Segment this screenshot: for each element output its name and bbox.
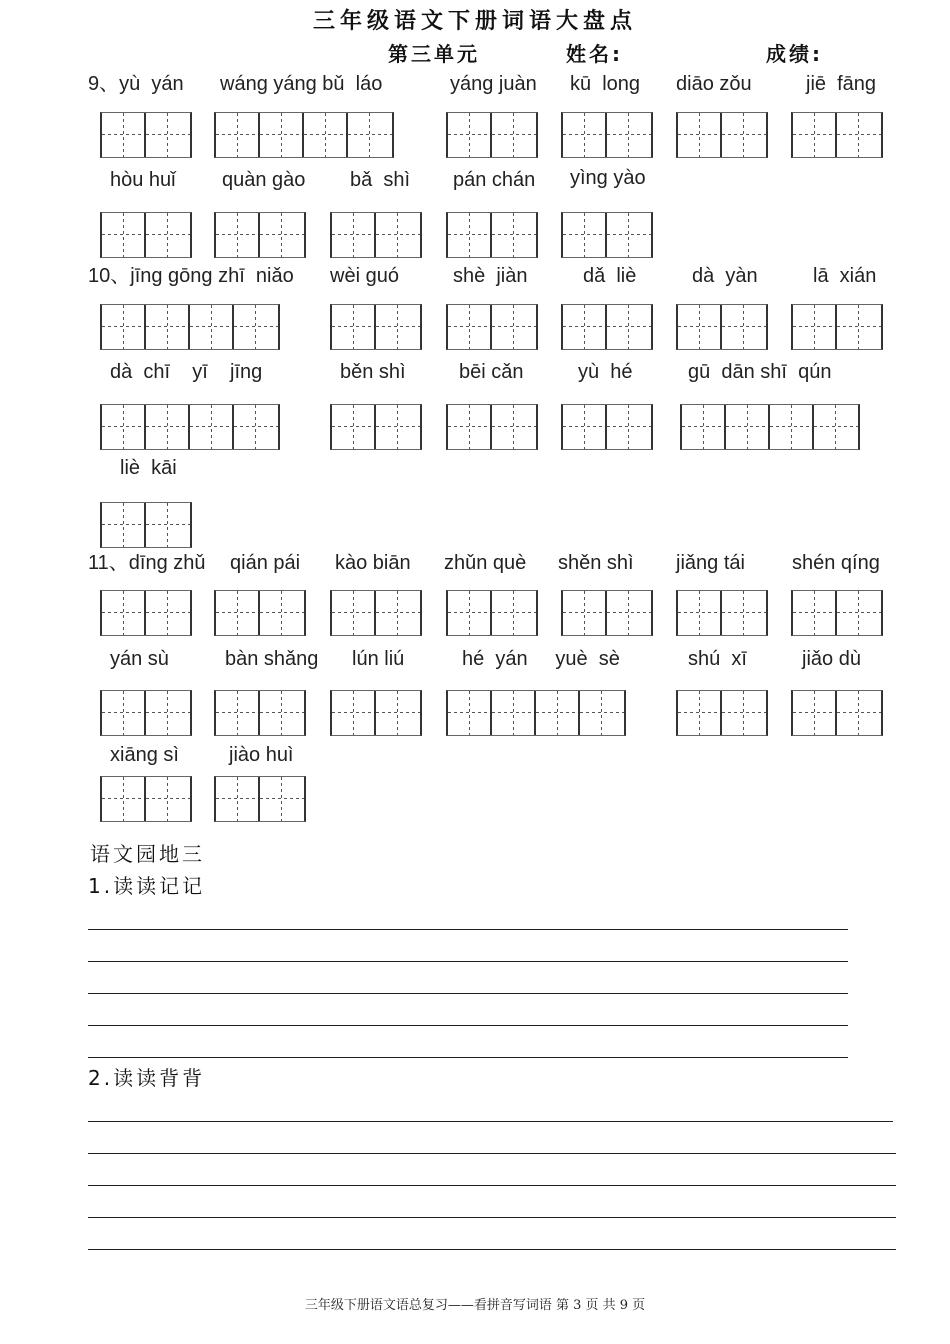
tianzige-grid <box>561 590 653 636</box>
writing-cell[interactable] <box>448 213 492 257</box>
tianzige-grid <box>330 212 422 258</box>
writing-cell[interactable] <box>216 691 260 735</box>
score-label: 成绩: <box>766 42 823 66</box>
writing-cell[interactable] <box>726 405 770 449</box>
writing-cell[interactable] <box>102 503 146 547</box>
writing-cell[interactable] <box>814 405 858 449</box>
pinyin-label: yáng juàn <box>450 73 537 95</box>
writing-cell[interactable] <box>492 305 536 349</box>
tianzige-grid <box>100 776 192 822</box>
tianzige-grid <box>791 304 883 350</box>
pinyin-label: kào biān <box>335 552 411 574</box>
pinyin-label: shén qíng <box>792 552 880 574</box>
writing-cell[interactable] <box>376 213 420 257</box>
tianzige-grid <box>214 776 306 822</box>
writing-cell[interactable] <box>146 503 190 547</box>
writing-cell[interactable] <box>448 113 492 157</box>
writing-cell[interactable] <box>607 591 651 635</box>
unit-label: 第三单元 <box>388 42 480 66</box>
name-label: 姓名: <box>566 42 623 66</box>
pinyin-label: yán sù <box>110 648 169 670</box>
writing-cell[interactable] <box>376 405 420 449</box>
writing-cell[interactable] <box>607 305 651 349</box>
writing-cell[interactable] <box>448 305 492 349</box>
writing-cell[interactable] <box>332 213 376 257</box>
writing-cell[interactable] <box>793 305 837 349</box>
pinyin-label: shú xī <box>688 648 747 670</box>
tianzige-grid <box>561 112 653 158</box>
writing-cell[interactable] <box>234 405 278 449</box>
writing-cell[interactable] <box>102 691 146 735</box>
tianzige-grid <box>100 112 192 158</box>
tianzige-grid <box>446 304 538 350</box>
writing-cell[interactable] <box>190 405 234 449</box>
writing-cell[interactable] <box>492 113 536 157</box>
page-footer: 三年级下册语文语总复习——看拼音写词语 第 3 页 共 9 页 <box>304 1298 646 1313</box>
writing-line[interactable] <box>88 1153 896 1154</box>
writing-cell[interactable] <box>146 591 190 635</box>
writing-cell[interactable] <box>146 691 190 735</box>
writing-cell[interactable] <box>682 405 726 449</box>
tianzige-grid <box>214 112 394 158</box>
tianzige-grid <box>791 690 883 736</box>
pinyin-label: lā xián <box>813 265 877 287</box>
writing-cell[interactable] <box>216 213 260 257</box>
writing-cell[interactable] <box>260 777 304 821</box>
tianzige-grid <box>680 404 860 450</box>
writing-cell[interactable] <box>837 591 881 635</box>
writing-cell[interactable] <box>678 305 722 349</box>
writing-cell[interactable] <box>216 777 260 821</box>
writing-cell[interactable] <box>722 691 766 735</box>
writing-cell[interactable] <box>563 113 607 157</box>
tianzige-grid <box>446 690 626 736</box>
writing-cell[interactable] <box>722 591 766 635</box>
writing-cell[interactable] <box>448 405 492 449</box>
pinyin-label: hòu huǐ <box>110 169 176 191</box>
writing-cell[interactable] <box>770 405 814 449</box>
pinyin-label: shěn shì <box>558 552 634 574</box>
writing-cell[interactable] <box>146 777 190 821</box>
pinyin-label: 9、yù yán <box>88 73 184 95</box>
writing-cell[interactable] <box>332 305 376 349</box>
writing-cell[interactable] <box>376 591 420 635</box>
pinyin-label: diāo zǒu <box>676 73 752 95</box>
pinyin-label: zhǔn què <box>444 552 527 574</box>
tianzige-grid <box>330 590 422 636</box>
pinyin-label: dà yàn <box>692 265 758 287</box>
writing-cell[interactable] <box>607 405 651 449</box>
writing-cell[interactable] <box>146 113 190 157</box>
writing-cell[interactable] <box>260 113 304 157</box>
writing-cell[interactable] <box>332 691 376 735</box>
writing-cell[interactable] <box>563 305 607 349</box>
writing-cell[interactable] <box>260 213 304 257</box>
tianzige-grid <box>446 212 538 258</box>
writing-cell[interactable] <box>260 591 304 635</box>
writing-cell[interactable] <box>234 305 278 349</box>
writing-cell[interactable] <box>376 305 420 349</box>
tianzige-grid <box>214 690 306 736</box>
writing-cell[interactable] <box>348 113 392 157</box>
writing-cell[interactable] <box>102 591 146 635</box>
writing-cell[interactable] <box>216 113 260 157</box>
writing-cell[interactable] <box>563 405 607 449</box>
tianzige-grid <box>446 590 538 636</box>
writing-cell[interactable] <box>102 113 146 157</box>
writing-cell[interactable] <box>102 777 146 821</box>
tianzige-grid <box>330 690 422 736</box>
tianzige-grid <box>330 404 422 450</box>
tianzige-grid <box>676 304 768 350</box>
writing-cell[interactable] <box>793 691 837 735</box>
writing-cell[interactable] <box>678 113 722 157</box>
writing-line[interactable] <box>88 1025 848 1026</box>
writing-cell[interactable] <box>102 213 146 257</box>
writing-cell[interactable] <box>563 591 607 635</box>
writing-line[interactable] <box>88 1057 848 1058</box>
writing-cell[interactable] <box>722 305 766 349</box>
page-title: 三年级语文下册词语大盘点 <box>312 9 637 34</box>
writing-cell[interactable] <box>448 691 492 735</box>
writing-cell[interactable] <box>563 213 607 257</box>
writing-cell[interactable] <box>837 305 881 349</box>
writing-cell[interactable] <box>837 113 881 157</box>
tianzige-grid <box>446 404 538 450</box>
pinyin-label: jiē fāng <box>806 73 877 95</box>
pinyin-label: běn shì <box>340 361 406 383</box>
writing-cell[interactable] <box>492 213 536 257</box>
writing-cell[interactable] <box>190 305 234 349</box>
writing-cell[interactable] <box>678 691 722 735</box>
writing-cell[interactable] <box>837 691 881 735</box>
pinyin-label: bǎ shì <box>350 169 411 191</box>
writing-cell[interactable] <box>722 113 766 157</box>
writing-cell[interactable] <box>793 591 837 635</box>
writing-line[interactable] <box>88 929 848 930</box>
tianzige-grid <box>561 404 653 450</box>
writing-cell[interactable] <box>580 691 624 735</box>
pinyin-label: 11、dīng zhǔ <box>88 552 206 574</box>
pinyin-label: pán chán <box>453 169 536 191</box>
tianzige-grid <box>100 502 192 548</box>
pinyin-label: shè jiàn <box>453 265 528 287</box>
writing-cell[interactable] <box>607 113 651 157</box>
writing-cell[interactable] <box>146 213 190 257</box>
writing-cell[interactable] <box>216 591 260 635</box>
pinyin-label: kū long <box>570 73 641 95</box>
tianzige-grid <box>791 590 883 636</box>
writing-cell[interactable] <box>102 305 146 349</box>
pinyin-label: yù hé <box>578 361 633 383</box>
writing-line[interactable] <box>88 993 848 994</box>
section-read-remember: 1.读读记记 <box>88 874 206 898</box>
section-read-recite: 2.读读背背 <box>88 1066 206 1090</box>
writing-cell[interactable] <box>260 691 304 735</box>
pinyin-label: qián pái <box>230 552 301 574</box>
tianzige-grid <box>100 212 192 258</box>
tianzige-grid <box>791 112 883 158</box>
writing-cell[interactable] <box>146 305 190 349</box>
pinyin-label: wèi guó <box>330 265 399 287</box>
pinyin-label: jiǎo dù <box>802 648 861 670</box>
tianzige-grid <box>100 590 192 636</box>
pinyin-label: wáng yáng bǔ láo <box>220 73 383 95</box>
pinyin-label: hé yán yuè sè <box>462 648 620 670</box>
writing-cell[interactable] <box>678 591 722 635</box>
tianzige-grid <box>676 112 768 158</box>
tianzige-grid <box>561 212 653 258</box>
pinyin-label: gū dān shī qún <box>688 361 832 383</box>
pinyin-label: quàn gào <box>222 169 306 191</box>
writing-cell[interactable] <box>536 691 580 735</box>
pinyin-label: 10、jīng gōng zhī niǎo <box>88 265 294 287</box>
pinyin-label: jiào huì <box>229 744 294 766</box>
writing-cell[interactable] <box>607 213 651 257</box>
writing-cell[interactable] <box>448 591 492 635</box>
pinyin-label: yìng yào <box>570 167 646 189</box>
tianzige-grid <box>446 112 538 158</box>
writing-cell[interactable] <box>332 591 376 635</box>
writing-line[interactable] <box>88 961 848 962</box>
writing-cell[interactable] <box>793 113 837 157</box>
tianzige-grid <box>214 590 306 636</box>
pinyin-label: lún liú <box>352 648 405 670</box>
writing-cell[interactable] <box>102 405 146 449</box>
writing-line[interactable] <box>88 1249 896 1250</box>
garden-title: 语文园地三 <box>90 842 205 866</box>
writing-cell[interactable] <box>492 591 536 635</box>
pinyin-label: xiāng sì <box>110 744 179 766</box>
writing-cell[interactable] <box>492 691 536 735</box>
tianzige-grid <box>100 404 280 450</box>
tianzige-grid <box>561 304 653 350</box>
tianzige-grid <box>100 304 280 350</box>
writing-line[interactable] <box>88 1217 896 1218</box>
writing-cell[interactable] <box>332 405 376 449</box>
pinyin-label: dà chī yī jīng <box>110 361 263 383</box>
writing-cell[interactable] <box>304 113 348 157</box>
writing-line[interactable] <box>88 1121 893 1122</box>
writing-cell[interactable] <box>492 405 536 449</box>
tianzige-grid <box>676 590 768 636</box>
writing-line[interactable] <box>88 1185 896 1186</box>
pinyin-label: bēi cǎn <box>459 361 524 383</box>
tianzige-grid <box>214 212 306 258</box>
pinyin-label: jiǎng tái <box>676 552 745 574</box>
writing-cell[interactable] <box>146 405 190 449</box>
tianzige-grid <box>100 690 192 736</box>
tianzige-grid <box>330 304 422 350</box>
tianzige-grid <box>676 690 768 736</box>
pinyin-label: liè kāi <box>120 457 177 479</box>
pinyin-label: bàn shǎng <box>225 648 319 670</box>
pinyin-label: dǎ liè <box>583 265 637 287</box>
writing-cell[interactable] <box>376 691 420 735</box>
